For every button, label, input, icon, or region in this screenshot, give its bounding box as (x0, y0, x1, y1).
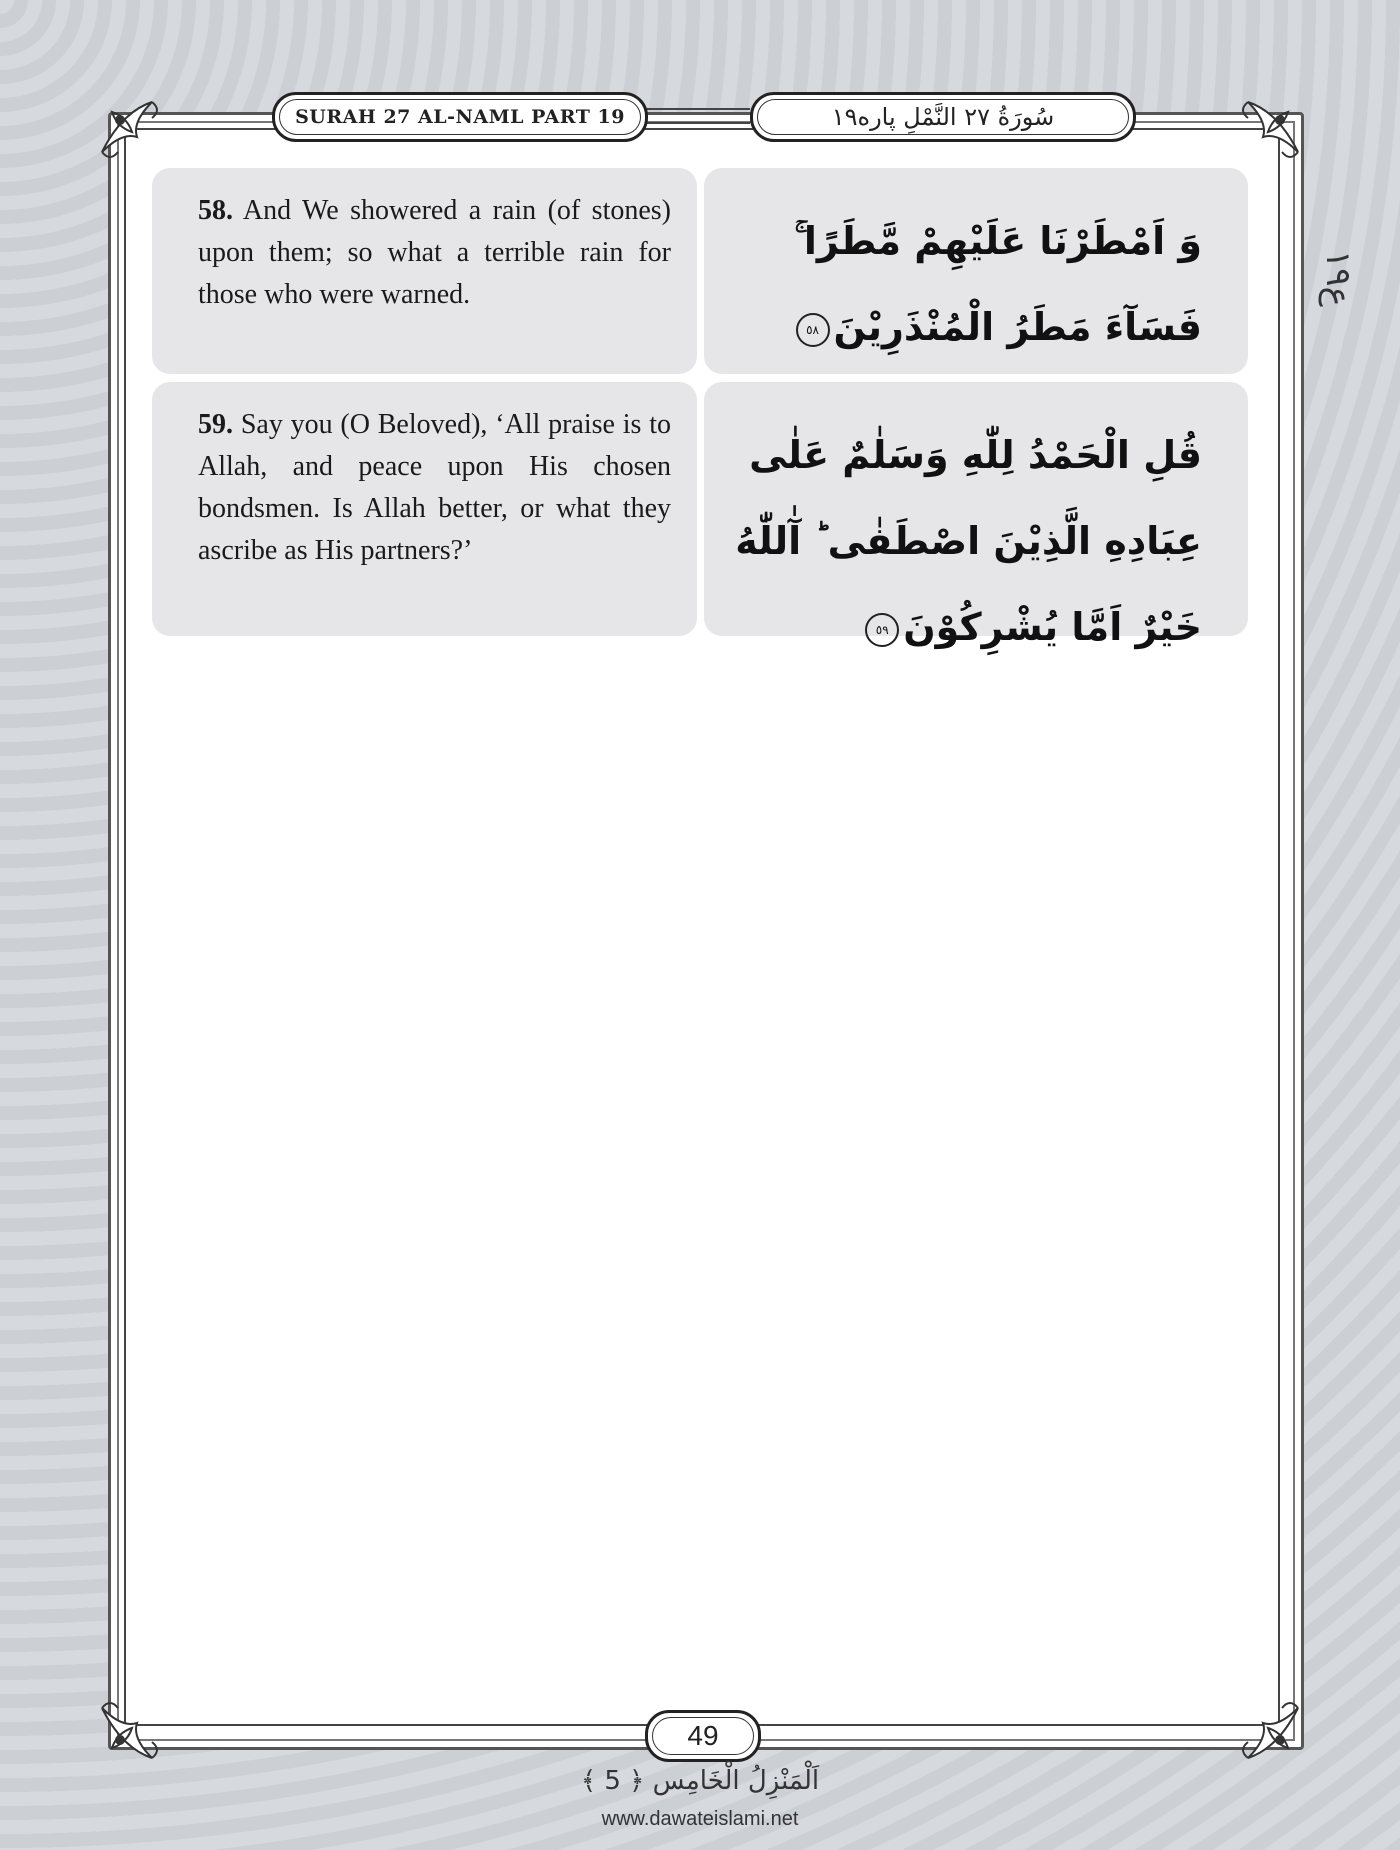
website-url[interactable]: www.dawateislami.net (601, 1808, 799, 1830)
page-number-badge (645, 1710, 761, 1762)
verse-number: 59. (198, 409, 233, 440)
header-english-title: SURAH 27 AL-NAML PART 19 (295, 106, 625, 128)
corner-ornament-icon (92, 1648, 212, 1768)
header-english-pill (272, 92, 648, 142)
header-connector (642, 108, 750, 124)
verse-row (152, 168, 1248, 374)
page-number: 49 (687, 1720, 719, 1751)
ayah-end-marker: ٥٩ (865, 613, 899, 647)
arabic-verse (728, 198, 1202, 370)
arabic-verse-text: وَ اَمْطَرْنَا عَلَيْهِمْ مَّطَرًا ۚ فَسَآءَ مَطَرُ الْمُنْذَرِيْنَ (794, 219, 1202, 349)
english-translation (198, 190, 671, 316)
ayah-end-marker: ٥٨ (796, 313, 830, 347)
verse-number: 58. (198, 195, 233, 226)
header-arabic-pill (750, 92, 1136, 142)
verse-row (152, 382, 1248, 649)
verse-translation-text: And We showered a rain (of stones) upon them; so what a terrible rain for those who were warned. (198, 195, 671, 310)
arabic-verse (728, 412, 1202, 670)
arabic-verse-text: قُلِ الْحَمْدُ لِلّٰهِ وَسَلٰمٌ عَلٰى عِبَادِهِ الَّذِيْنَ اصْطَفٰى ؕ آٰللّٰهُ خَيْرٌ اَمَّا يُشْرِكُوْنَ (735, 433, 1202, 649)
arabic-verse-box (704, 168, 1248, 374)
english-translation-box (152, 168, 697, 374)
manzil-label: اَلْمَنْزِلُ الْخَامِس ﴿ 5 ﴾ (580, 1766, 820, 1796)
header-arabic-title: سُورَةُ ٢٧ النَّمْلِ پاره١٩ (831, 103, 1055, 131)
english-translation (198, 404, 671, 572)
ruku-marker: ع۱۹ (1318, 250, 1358, 307)
corner-ornament-icon (1188, 1648, 1308, 1768)
arabic-verse-box (704, 382, 1248, 649)
verse-translation-text: Say you (O Beloved), ‘All praise is to Allah, and peace upon His chosen bondsmen. Is Allah better, or what they ascribe as His partners?’ (198, 409, 672, 566)
english-translation-box (152, 382, 697, 636)
